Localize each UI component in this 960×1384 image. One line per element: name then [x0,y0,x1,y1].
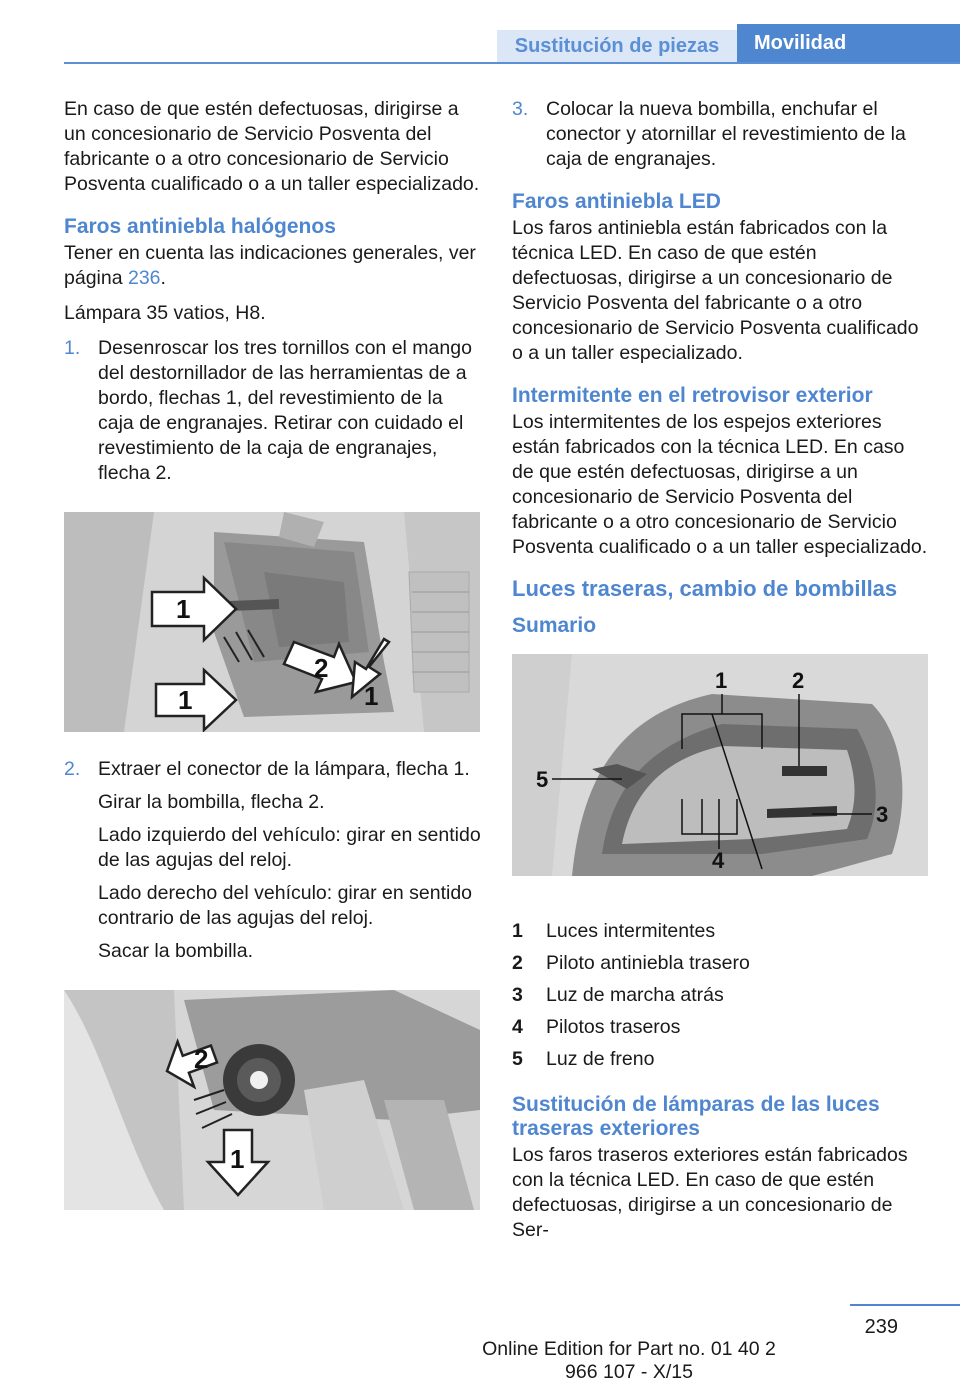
legend-item [512,947,930,979]
legend-label: Pilotos traseros [546,1016,681,1038]
step-1 [64,336,482,486]
legend-item [512,1043,930,1075]
lamp-spec: Lámpara 35 vatios, H8. [64,302,266,324]
step-3 [512,97,930,172]
step-number: 2. [64,758,81,780]
figure-label: 5 [536,767,549,792]
heading-halogen-fog-lights: Faros antiniebla halógenos [64,215,336,238]
header-section-title: Sustitución de piezas [497,30,737,62]
legend-number: 5 [512,1048,523,1070]
left-column [64,97,482,1235]
figure-label: 1 [364,681,379,711]
legend-item [512,915,930,947]
figure-label: 1 [176,594,191,624]
legend-item [512,1011,930,1043]
header-rule [64,62,960,64]
outer-rear-paragraph: Los faros traseros exteriores están fabricados con la técnica LED. En caso de que estén defectuosas, dirigirse a un concesionario de Ser- [512,1144,908,1241]
heading-rear-lights: Luces traseras, cambio de bombillas [512,576,898,601]
figure-label: 1 [178,685,193,715]
step-text: Lado izquierdo del vehículo: girar en sentido de las agujas del reloj. [98,824,481,871]
legend-item [512,979,930,1011]
legend-number: 4 [512,1016,523,1038]
edition-note: Online Edition for Part no. 01 40 2 966 107 - X/15 [482,1338,776,1383]
legend-label: Luz de marcha atrás [546,984,724,1006]
heading-led-fog-lights: Faros antiniebla LED [512,190,721,213]
legend-number: 1 [512,920,523,942]
figure-label: 2 [314,653,329,683]
intro-paragraph: En caso de que estén defectuosas, dirigirse a un concesionario de Servicio Posventa del fabricante o a otro concesionario de Servicio Posventa cualificado o a un taller especializado. [64,98,480,195]
page-link[interactable]: 236 [127,267,161,289]
rear-light-legend [512,915,930,1075]
step-text: Sacar la bombilla. [98,940,253,962]
legend-label: Luz de freno [546,1048,655,1070]
legend-number: 3 [512,984,523,1006]
step-2 [64,757,482,964]
figure-rear-light-overview [512,654,928,876]
general-notes-paragraph [64,241,482,291]
led-paragraph: Los faros antiniebla están fabricados con la técnica LED. En caso de que estén defectuosas, dirigirse a un concesionario de Servicio Posventa del fabricante o a otro concesionario de Servicio Posventa cualificado o a un taller especializado. [512,217,919,364]
step-text: Colocar la nueva bombilla, enchufar el conector y atornillar el revestimiento de la caja de engranajes. [546,98,906,170]
heading-summary: Sumario [512,614,597,637]
figure-label: 1 [715,668,728,693]
step-text: Desenroscar los tres tornillos con el mango del destornillador de las herramientas de a bordo, flechas 1, del revestimiento de la caja de engranajes. Retirar con cuidado el revestimiento de la caja de engranajes, flecha 2. [98,337,472,484]
step-number: 1. [64,337,81,359]
figure-label: 2 [792,668,805,693]
step-text: Extraer el conector de la lámpara, flecha 1. [98,758,470,780]
general-notes-text: Tener en cuenta las indicaciones generales, ver página [64,242,476,289]
step-text: Girar la bombilla, flecha 2. [98,791,325,813]
figure-gearbox-cover [64,512,480,732]
figure-label: 3 [876,802,889,827]
figure-label: 4 [712,848,725,873]
step-number: 3. [512,98,529,120]
general-notes-suffix: . [160,267,166,289]
figure-label: 1 [230,1144,245,1174]
step-text: Lado derecho del vehículo: girar en sentido contrario de las agujas del reloj. [98,882,473,929]
header-chapter-tab: Movilidad [737,24,960,62]
right-column [512,97,930,1253]
figure-bulb-removal [64,990,480,1210]
mirror-paragraph: Los intermitentes de los espejos exteriores están fabricados con la técnica LED. En caso de que estén defectuosas, dirigirse a un concesionario de Servicio Posventa del fabricante o a otro concesionario de Servicio Posventa cualificado o a un taller especializado. [512,411,928,558]
heading-mirror-indicator: Intermitente en el retrovisor exterior [512,384,873,407]
footer-rule [850,1304,960,1306]
heading-outer-rear-lights: Sustitución de lámparas de las luces traseras exteriores [512,1093,880,1140]
legend-number: 2 [512,952,523,974]
page-number: 239 [864,1316,898,1338]
legend-label: Piloto antiniebla trasero [546,952,750,974]
figure-label: 2 [194,1044,209,1074]
legend-label: Luces intermitentes [546,920,716,942]
